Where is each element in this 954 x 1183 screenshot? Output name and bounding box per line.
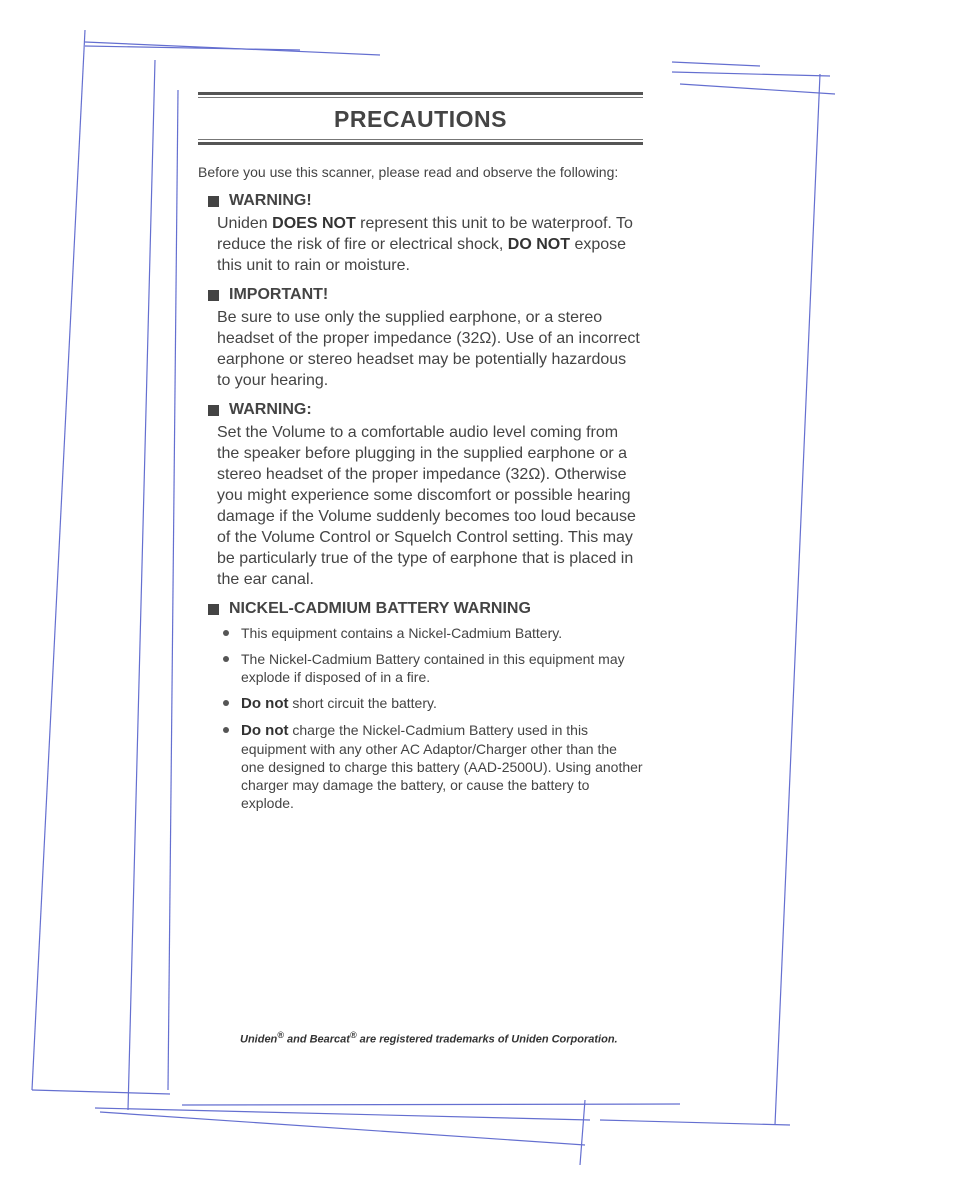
bullet-dot-icon	[223, 656, 229, 662]
bold-text: DO NOT	[507, 236, 570, 253]
page-title: PRECAUTIONS	[334, 106, 507, 132]
text-run: charge the Nickel-Cadmium Battery used in this equipment with any other AC Adaptor/Charger other than the one designed to charge this battery (AAD-2500U). Using another charger may damage the battery, or cause the battery to explode.	[241, 722, 643, 811]
section-warning-1	[198, 192, 643, 276]
section-body	[217, 307, 643, 391]
text-run: Set the Volume to a comfortable audio level coming from the speaker before plugging in the supplied earphone or a stereo headset of the proper impedance (32Ω). Otherwise you might experience some discomfort or possible hearing damage if the Volume suddenly becomes too loud because of the Volume Control or Squelch Control setting. This may be particularly true of the type of earphone that is placed in the ear canal.	[217, 424, 636, 588]
bold-text: Do not	[241, 695, 289, 712]
text-run: This equipment contains a Nickel-Cadmium Battery.	[241, 625, 563, 641]
section-important	[198, 286, 643, 391]
section-battery-warning	[198, 600, 643, 812]
precautions-page	[198, 92, 643, 820]
section-heading: NICKEL-CADMIUM BATTERY WARNING	[229, 600, 531, 617]
trademark-notice: Uniden® and Bearcat® are registered trademarks of Uniden Corporation.	[240, 1030, 618, 1046]
text-run: The Nickel-Cadmium Battery contained in this equipment may explode if disposed of in a fire.	[241, 651, 625, 685]
bullet-dot-icon	[223, 727, 229, 733]
square-bullet-icon	[208, 604, 219, 615]
section-body	[217, 422, 643, 590]
text-run: Be sure to use only the supplied earphone, or a stereo headset of the proper impedance (32Ω). Use of an incorrect earphone or stereo headset may be potentially hazardous to your hearing.	[217, 309, 640, 389]
bold-text: Do not	[241, 722, 289, 739]
battery-bullet-list	[223, 624, 643, 812]
bottom-rule	[198, 142, 643, 145]
intro-text: Before you use this scanner, please read and observe the following:	[198, 164, 619, 180]
text-run: represent this unit to be waterproof. To reduce the risk of fire or electrical shock,	[217, 215, 633, 253]
text-run: Uniden	[217, 215, 273, 232]
bullet-dot-icon	[223, 630, 229, 636]
square-bullet-icon	[208, 196, 219, 207]
bottom-rule-thin	[198, 139, 643, 140]
top-rule	[198, 92, 643, 95]
text-run: short circuit the battery.	[288, 695, 437, 711]
list-item	[223, 624, 643, 642]
section-heading: WARNING:	[229, 401, 312, 418]
section-body	[217, 213, 643, 276]
square-bullet-icon	[208, 290, 219, 301]
square-bullet-icon	[208, 405, 219, 416]
list-item	[223, 694, 643, 713]
list-item	[223, 721, 643, 812]
text-run: expose this unit to rain or moisture.	[217, 236, 627, 274]
bullet-dot-icon	[223, 700, 229, 706]
list-item	[223, 650, 643, 686]
bold-text: DOES NOT	[272, 215, 356, 232]
section-heading: WARNING!	[229, 192, 312, 209]
section-heading: IMPORTANT!	[229, 286, 329, 303]
section-warning-2	[198, 401, 643, 590]
